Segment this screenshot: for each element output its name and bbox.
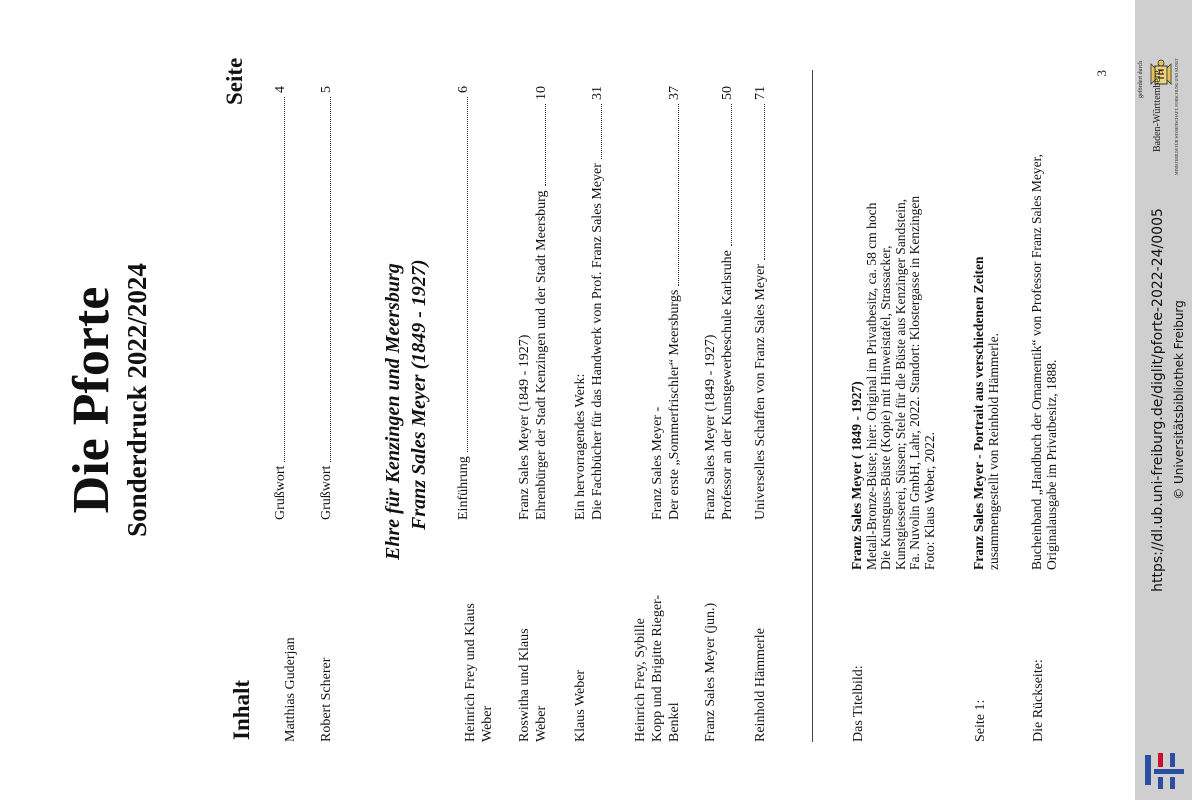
toc-author: Heinrich Frey, Sybille Kopp und Brigitte Rieger-Benkel bbox=[633, 594, 682, 742]
contents-heading: Inhalt bbox=[229, 679, 254, 740]
toc-page-number: 50 bbox=[720, 86, 735, 100]
copyright-notice: © Universitätsbibliothek Freiburg bbox=[1172, 300, 1186, 500]
dot-leader bbox=[731, 104, 732, 246]
state-name: Baden-Württemberg bbox=[1152, 69, 1163, 152]
dot-leader bbox=[678, 104, 679, 286]
page-number: 3 bbox=[1094, 70, 1109, 77]
toc-entry-title: Professor an der Kunstgewerbeschule Karlsruhe bbox=[720, 250, 735, 520]
caption-line: Bucheinband „Handbuch der Ornamentik“ von Professor Franz Sales Meyer, bbox=[1029, 154, 1044, 570]
caption-label: Die Rückseite: bbox=[1031, 659, 1046, 742]
caption-label: Das Titelbild: bbox=[851, 665, 866, 742]
dot-leader bbox=[284, 97, 285, 462]
page-title: Die Pforte bbox=[63, 286, 120, 514]
toc-entry-title: Der erste „Sommerfrischler“ Meersburgs bbox=[667, 289, 682, 520]
toc-entry[interactable] bbox=[318, 86, 335, 520]
toc-entry[interactable] bbox=[272, 86, 289, 520]
dot-leader bbox=[545, 104, 546, 186]
toc-entry-line1: Franz Sales Meyer - bbox=[650, 406, 665, 520]
toc-page-number: 6 bbox=[456, 86, 471, 93]
toc-entry-line1: Franz Sales Meyer (1849 - 1927) bbox=[517, 334, 532, 520]
caption-text bbox=[1030, 10, 1059, 570]
toc-page-number: 4 bbox=[273, 86, 288, 93]
dot-leader bbox=[601, 104, 602, 159]
caption-heading: Franz Sales Meyer - Portrait aus verschiedenen Zeiten bbox=[971, 256, 986, 570]
caption-label: Seite 1: bbox=[973, 699, 988, 742]
caption-text bbox=[972, 10, 1001, 570]
toc-page-number: 31 bbox=[590, 86, 605, 100]
toc-entry-title: Grußwort bbox=[273, 465, 288, 520]
toc-entry[interactable] bbox=[589, 86, 606, 520]
divider bbox=[812, 70, 813, 742]
toc-author: Robert Scherer bbox=[319, 657, 334, 742]
toc-page-number: 71 bbox=[753, 86, 768, 100]
toc-entry-title: Die Fachbücher für das Handwerk von Prof. Franz Sales Meyer bbox=[590, 163, 605, 520]
toc-author: Heinrich Frey und Klaus Weber bbox=[463, 603, 495, 742]
toc-author: Klaus Weber bbox=[573, 669, 588, 742]
caption-text bbox=[850, 10, 937, 570]
toc-entry-title: Einführung bbox=[456, 456, 471, 520]
caption-line: Kunstgiesserei, Süssen; Stele für die Büste aus Kenzinger Sandstein, bbox=[892, 198, 908, 570]
ministry-name: MINISTERIUM FÜR WISSENSCHAFT, FORSCHUNG UND KUNST bbox=[1174, 58, 1179, 175]
caption-heading: Franz Sales Meyer ( 1849 - 1927) bbox=[849, 381, 864, 570]
caption-line: Die Kunstguss-Büste (Kopie) mit Hinweistafel, Strassacker, bbox=[878, 245, 893, 570]
toc-entry[interactable] bbox=[719, 86, 736, 520]
toc-entry-line1: Franz Sales Meyer (1849 - 1927) bbox=[703, 334, 718, 520]
dot-leader bbox=[467, 97, 468, 452]
caption-line: zusammengestellt von Reinhold Hämmerle. bbox=[985, 333, 1001, 570]
toc-entry[interactable] bbox=[533, 86, 550, 520]
toc-page-number: 10 bbox=[534, 86, 549, 100]
toc-entry-line1: Ein hervorragendes Werk: bbox=[573, 373, 588, 520]
section-heading bbox=[380, 0, 432, 560]
toc-author: Reinhold Hämmerle bbox=[753, 628, 768, 742]
toc-entry[interactable] bbox=[666, 86, 683, 520]
section-heading-line2: Franz Sales Meyer (1849 - 1927) bbox=[408, 259, 430, 530]
page-column-heading: Seite bbox=[222, 57, 247, 105]
dot-leader bbox=[330, 97, 331, 462]
section-heading-line1: Ehre für Kenzingen und Meersburg bbox=[382, 263, 404, 560]
document-url[interactable]: https://dl.ub.uni-freiburg.de/diglit/pforte-2022-24/0005 bbox=[1150, 208, 1166, 592]
caption-line: Originalausgabe im Privatbesitz, 1888. bbox=[1043, 359, 1059, 570]
dot-leader bbox=[764, 104, 765, 260]
toc-author: Roswitha und Klaus Weber bbox=[517, 628, 549, 742]
page-subtitle: Sonderdruck 2022/2024 bbox=[122, 263, 152, 537]
toc-entry-title: Ehrenbürger der Stadt Kenzingen und der Stadt Meersburg bbox=[534, 190, 549, 520]
toc-entry-title: Universelles Schaffen von Franz Sales Meyer bbox=[753, 264, 768, 520]
toc-entry-title: Grußwort bbox=[319, 465, 334, 520]
caption-line: Fa. Nuvolin GmbH, Lahr, 2022. Standort: Klostergasse in Kenzingen bbox=[907, 195, 922, 570]
toc-page-number: 37 bbox=[667, 86, 682, 100]
toc-page-number: 5 bbox=[319, 86, 334, 93]
caption-line: Foto: Klaus Weber, 2022. bbox=[921, 432, 937, 570]
toc-entry[interactable] bbox=[752, 86, 769, 520]
ub-freiburg-logo-icon bbox=[1140, 745, 1188, 795]
caption-line: Metall-Bronze-Büste; hier: Original im Privatbesitz, ca. 58 cm hoch bbox=[863, 202, 879, 570]
toc-author: Matthias Guderjan bbox=[283, 637, 298, 742]
toc-entry[interactable] bbox=[455, 86, 472, 520]
toc-author: Franz Sales Meyer (jun.) bbox=[703, 602, 718, 742]
funded-by-label: gefördert durch bbox=[1138, 60, 1144, 98]
